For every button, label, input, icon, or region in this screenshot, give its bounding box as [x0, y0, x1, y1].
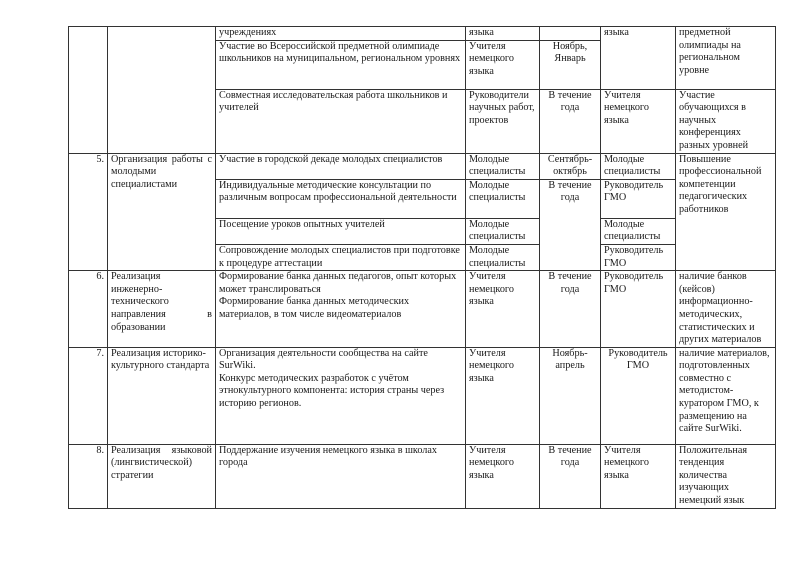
timing-cell: Ноябрь, Январь: [540, 40, 601, 89]
direction-cell: Организация работы с молодыми специалистами: [108, 153, 216, 271]
plan-table: [68, 26, 776, 509]
participants-cell: Молодые специалисты: [466, 179, 540, 218]
responsible-cell: Молодые специалисты: [601, 153, 676, 179]
row-number: 8.: [69, 444, 108, 508]
timing-cell: Сентябрь-октябрь: [540, 153, 601, 179]
responsible-cell: Учителя немецкого языка: [601, 444, 676, 508]
participants-cell: Учителя немецкого языка: [466, 40, 540, 89]
responsible-cell: Руководитель ГМО: [601, 347, 676, 444]
event-cell: учреждениях: [216, 27, 466, 41]
event-line: Формирование банка данных педагогов, опыт которых может транслироваться: [219, 271, 457, 295]
participants-cell: Учителя немецкого языка: [466, 347, 540, 444]
participants-cell: языка: [466, 27, 540, 41]
event-cell: Поддержание изучения немецкого языка в школах города: [216, 444, 466, 508]
participants-cell: Молодые специалисты: [466, 153, 540, 179]
event-cell: [216, 271, 466, 348]
event-line: Конкурс методических разработок с учётом этнокультурного компонента: история страны через историю регионов.: [219, 372, 445, 410]
responsible-cell: Руководитель ГМО: [601, 244, 676, 270]
row-number: 7.: [69, 347, 108, 444]
table-row: [69, 271, 776, 348]
responsible-cell: Учителя немецкого языка: [601, 89, 676, 153]
result-cell: Участие обучающихся в научных конференциях разных уровней: [676, 89, 776, 153]
timing-cell: В течение года: [540, 444, 601, 508]
event-cell: Совместная исследовательская работа школьников и учителей: [216, 89, 466, 153]
participants-cell: Учителя немецкого языка: [466, 444, 540, 508]
event-line: Формирование банка данных методических материалов, в том числе видеоматериалов: [219, 296, 410, 320]
participants-cell: Учителя немецкого языка: [466, 271, 540, 348]
row-number: 6.: [69, 271, 108, 348]
result-cell: наличие банков (кейсов) информационно-методических, статистических и других материалов: [676, 271, 776, 348]
direction-cell: [108, 27, 216, 154]
table-row: [69, 27, 776, 41]
table-row: [69, 347, 776, 444]
table-row: [69, 444, 776, 508]
timing-cell: В течение года: [540, 179, 601, 270]
num-cell: [69, 27, 108, 154]
result-cell: наличие материалов, подготовленных совместно с методистом-куратором ГМО, к размещению на сайте SurWiki.: [676, 347, 776, 444]
direction-cell: Реализация инженерно-технического направления в образовании: [108, 271, 216, 348]
event-cell: Участие во Всероссийской предметной олимпиаде школьников на муниципальном, региональном уровнях: [216, 40, 466, 89]
participants-cell: Руководители научных работ, проектов: [466, 89, 540, 153]
responsible-cell: Руководитель ГМО: [601, 179, 676, 218]
event-cell: Индивидуальные методические консультации по различным вопросам профессиональной деятельности: [216, 179, 466, 218]
direction-cell: Реализация историко-культурного стандарта: [108, 347, 216, 444]
responsible-cell: языка: [601, 27, 676, 90]
timing-cell: Ноябрь-апрель: [540, 347, 601, 444]
row-number: 5.: [69, 153, 108, 271]
timing-cell: [540, 27, 601, 41]
event-cell: Участие в городской декаде молодых специалистов: [216, 153, 466, 179]
result-cell: Повышение профессиональной компетенции педагогических работников: [676, 153, 776, 271]
event-cell: Сопровождение молодых специалистов при подготовке к процедуре аттестации: [216, 244, 466, 270]
timing-cell: В течение года: [540, 89, 601, 153]
participants-cell: Молодые специалисты: [466, 218, 540, 244]
event-line: Организация деятельности сообщества на сайте SurWiki.: [219, 347, 428, 372]
timing-cell: В течение года: [540, 271, 601, 348]
event-cell: [216, 347, 466, 444]
direction-cell: Реализация языковой (лингвистической) стратегии: [108, 444, 216, 508]
responsible-cell: Молодые специалисты: [601, 218, 676, 244]
event-cell: Посещение уроков опытных учителей: [216, 218, 466, 244]
responsible-cell: Руководитель ГМО: [601, 271, 676, 348]
result-cell: предметной олимпиады на региональном уровне: [676, 27, 776, 90]
participants-cell: Молодые специалисты: [466, 244, 540, 270]
table-row: [69, 153, 776, 179]
result-cell: Положительная тенденция количества изучающих немецкий язык: [676, 444, 776, 508]
